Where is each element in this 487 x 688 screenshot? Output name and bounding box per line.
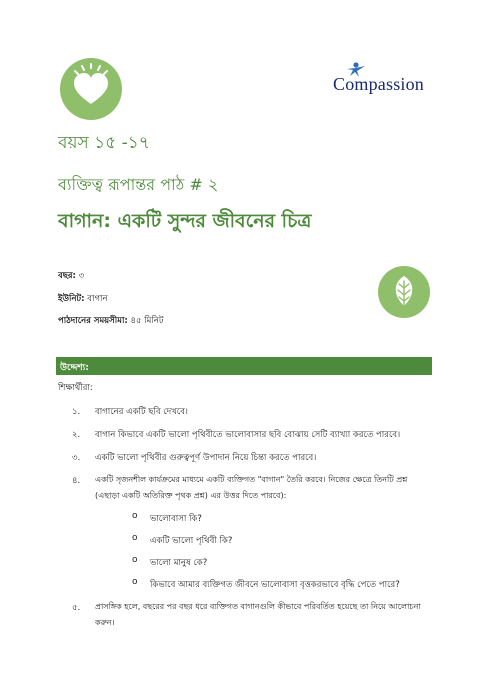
- bullet-icon: o: [132, 533, 138, 543]
- question-item: ভালো মানুষ কে?: [150, 558, 208, 568]
- meta-time: [58, 314, 164, 328]
- page-title: বাগান: একটি সুন্দর জীবনের চিত্র: [58, 210, 312, 232]
- meta-unit: [58, 292, 108, 306]
- list-item: একটি ভালো পৃথিবীর গুরুত্বপূর্ণ উপাদান নিয়ে চিন্তা করতে পারবে।: [95, 453, 317, 463]
- year-label: বছর:: [58, 271, 76, 281]
- item-number: ১.: [72, 407, 81, 417]
- time-value: ৪৫ মিনিট: [130, 316, 164, 326]
- unit-value: বাগান: [87, 294, 108, 304]
- bullet-icon: o: [132, 577, 138, 587]
- meta-year: [58, 269, 84, 283]
- time-label: পাঠদানের সময়সীমা:: [58, 316, 128, 326]
- objectives-heading: উদ্দেশ্য:: [60, 363, 89, 373]
- item-number: ৩.: [72, 453, 81, 463]
- compassion-logo: [333, 62, 433, 96]
- question-item: ভালোবাসা কি?: [150, 514, 202, 524]
- question-item: একটি ভালো পৃথিবী কি?: [150, 536, 233, 546]
- list-item: প্রাসঙ্গিক হলে, বছরের পর বছর ধরে ব্যক্তিগত বাগানগুলি কীভাবে পরিবর্তিত হয়েছে তা নিয়ে আলোচনা: [95, 602, 421, 611]
- list-item: বাগানের একটি ছবি দেখবে।: [95, 407, 188, 417]
- list-item-continued: (এছাড়া একটি অতিরিক্ত পৃথক প্রশ্ন) এর উত্তর দিতে পারবে):: [95, 491, 287, 500]
- objectives-intro: শিক্ষার্থীরা:: [58, 383, 93, 393]
- list-item: একটি সৃজনশীল কার্যক্রমের মাধ্যমে একটি ব্যক্তিগত "বাগান" তৈরি করবে। নিজের ক্ষেত্রে তিনটি প্রশ্ন: [95, 475, 408, 484]
- year-value: ৩: [78, 271, 85, 281]
- question-item: কিভাবে আমার ব্যক্তিগত জীবনে ভালোবাসা বৃত্তকরভাবে বৃদ্ধি পেতে পারে?: [150, 580, 400, 590]
- bullet-icon: o: [132, 511, 138, 521]
- objectives-heading-bar: [56, 357, 432, 375]
- item-number: ৪.: [72, 476, 81, 486]
- bullet-icon: o: [132, 555, 138, 565]
- list-item: বাগান কিভাবে একটি ভালো পৃথিবীতে ভালোবাসার ছবি বোঝায় সেটি ব্যাখ্যা করতে পারবে।: [95, 430, 401, 440]
- age-group: বয়স ১৫ -১৭: [58, 133, 150, 153]
- unit-label: ইউনিট:: [58, 294, 85, 304]
- logo-text: Compassion: [333, 74, 425, 94]
- leaf-badge-icon: [378, 266, 430, 318]
- item-number: ২.: [72, 430, 81, 440]
- lesson-series: ব্যক্তিত্ব রূপান্তর পাঠ # ২: [58, 175, 219, 194]
- list-item-continued: করুন।: [95, 618, 115, 627]
- item-number: ৫.: [72, 603, 81, 613]
- heart-badge-icon: [60, 58, 122, 120]
